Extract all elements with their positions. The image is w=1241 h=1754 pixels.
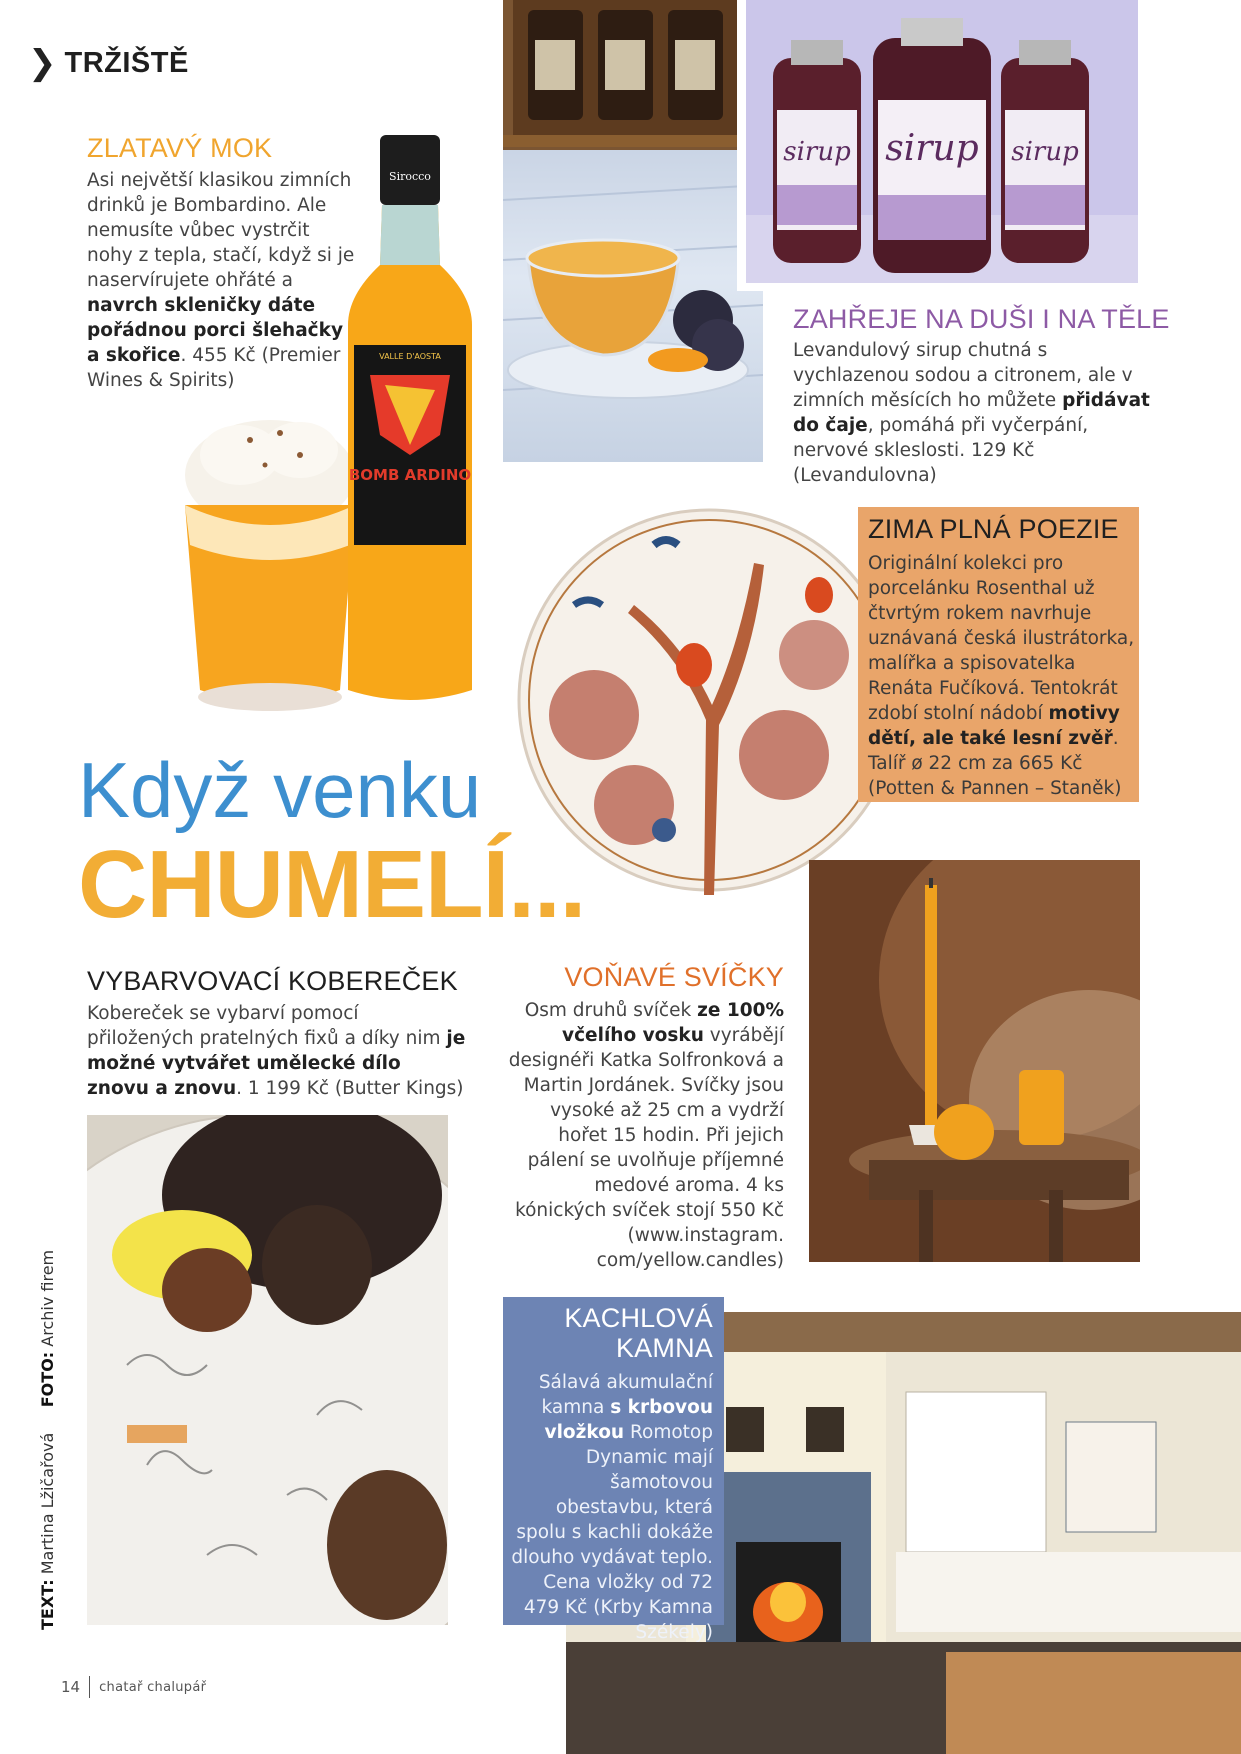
- magazine-name: chatař chalupář: [99, 1679, 207, 1695]
- bottle-band-label: VALLE D'AOSTA: [379, 352, 441, 361]
- zima-text: Originální kolekci pro porcelánku Rosenthal už čtvrtým rokem navrhuje uznávaná česká ilustrátorka, malířka a spisovatelka Renáta Fučíková. Tentokrát zdobí stolní nádobí motivy dětí, ale také lesní zvěř. Talíř ø 22 cm za 665 Kč (Potten & Pannen – Staněk): [868, 553, 1135, 799]
- credit-text-value: Martina Lžičařová: [38, 1432, 57, 1575]
- zlatavy-mok-title: ZLATAVÝ MOK: [87, 133, 273, 163]
- koberecek-text: Kobereček se vybarví pomocí přiložených pratelných fixů a díky nim je možné vytvářet umělecké dílo znovu a znovu. 1 199 Kč (Butter Kings): [87, 1003, 466, 1099]
- candles-photo: [809, 860, 1140, 1262]
- svicky-title: VOŇAVÉ SVÍČKY: [564, 962, 784, 992]
- credit-photo-value: Archiv firem: [38, 1249, 57, 1347]
- photo-frame: [737, 283, 1137, 291]
- section-label-text: TRŽIŠTĚ: [64, 46, 189, 79]
- jar-label-right: sirup: [1011, 137, 1079, 167]
- zima-title: ZIMA PLNÁ POEZIE: [868, 514, 1119, 544]
- footer-divider: [89, 1676, 90, 1698]
- photo-frame: [737, 0, 746, 290]
- headline-line-1: Když venku: [78, 746, 482, 834]
- jar-label-left: sirup: [783, 137, 851, 167]
- credit-photo-label: FOTO:: [38, 1351, 57, 1408]
- chevron-right-icon: ❯: [28, 43, 57, 83]
- rug-photo: [87, 1115, 448, 1625]
- bottle-label: BOMB ARDINO: [348, 466, 472, 484]
- jar-label-center: sirup: [885, 128, 979, 169]
- headline-line-2: CHUMELÍ...: [78, 831, 586, 938]
- levandule-text: Levandulový sirup chutná s vychlazenou sodou a citronem, ale v zimních měsících ho můžete přidávat do čaje, pomáhá při vyčerpání, nervové skleslosti. 129 Kč (Levandulovna): [793, 340, 1150, 486]
- section-label: [28, 43, 189, 83]
- bottle-cap-label: Sirocco: [389, 170, 431, 183]
- credit-text-label: TEXT:: [38, 1579, 57, 1630]
- koberecek-title: VYBARVOVACÍ KOBEREČEK: [87, 966, 458, 996]
- tea-photo: [503, 0, 763, 462]
- levandule-title: ZAHŘEJE NA DUŠI I NA TĚLE: [793, 304, 1170, 334]
- kamna-title: KACHLOVÁ KAMNA: [564, 1303, 713, 1363]
- page-number: 14: [61, 1678, 81, 1696]
- svicky-text: Osm druhů svíček ze 100% včelího vosku vyrábějí designéři Katka Solfronková a Martin Jordánek. Svíčky jsou vysoké až 25 cm a vydrží hořet 15 hodin. Při jejich pálení se uvolňuje příjemné medové aroma. 4 ks kónických svíček stojí 550 Kč (www.instagram. com/yellow.candles): [508, 1000, 784, 1271]
- kamna-text: Sálavá akumulační kamna s krbovou vložkou Romotop Dynamic mají šamotovou obestavbu, která spolu s kachli dokáže dlouho vydávat teplo. Cena vložky od 72 479 Kč (Krby Kamna Székely): [511, 1372, 713, 1643]
- bombardino-bottle: [340, 135, 480, 705]
- zlatavy-mok-text: Asi největší klasikou zimních drinků je Bombardino. Ale nemusíte vůbec vystrčit nohy z tepla, stačí, když si je naservírujete ohřáté a navrch skleničky dáte pořádnou porci šlehačky a skořice. 455 Kč (Premier Wines & Spirits): [87, 170, 355, 391]
- photo-credits: [38, 1250, 57, 1630]
- page-footer: [61, 1676, 206, 1698]
- syrup-photo: [743, 0, 1138, 283]
